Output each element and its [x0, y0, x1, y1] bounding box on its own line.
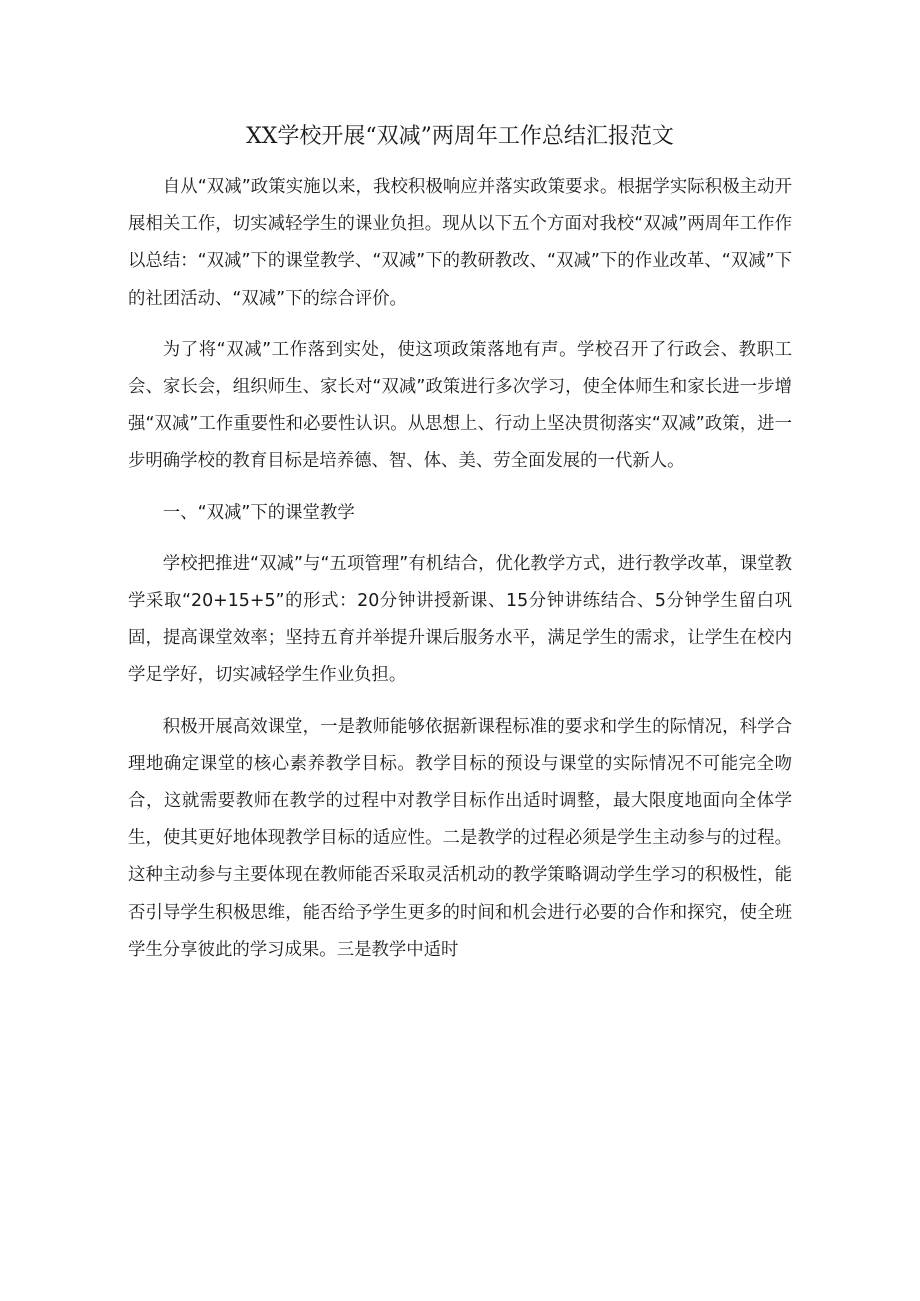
document-body: [128, 169, 792, 983]
intro-paragraph-2: 为了将“双减”工作落到实处，使这项政策落地有声。学校召开了行政会、教职工会、家长会，组织师生、家长对“双减”政策进行多次学习，使全体师生和家长进一步增强“双减”工作重要性和必要性认识。从思想上、行动上坚决贯彻落实“双减”政策，进一步明确学校的教育目标是培养德、智、体、美、劳全面发展的一代新人。: [128, 339, 792, 472]
section-heading-1: 一、“双减”下的课堂教学: [162, 502, 355, 523]
section1-paragraph-2: 积极开展高效课堂，一是教师能够依据新课程标准的要求和学生的际情况，科学合理地确定课堂的核心素养教学目标。教学目标的预设与课堂的实际情况不可能完全吻合，这就需要教师在教学的过程中对教学目标作出适时调整，最大限度地面向全体学生，使其更好地体现教学目标的适应性。二是教学的过程必须是学生主动参与的过程。这种主动参与主要体现在教师能否采取灵活机动的教学策略调动学生学习的积极性，能否引导学生积极思维，能否给予学生更多的时间和机会进行必要的合作和探究，使全班学生分享彼此的学习成果。三是教学中适时: [128, 716, 792, 960]
intro-paragraph-1: 自从“双减”政策实施以来，我校积极响应并落实政策要求。根据学实际积极主动开展相关工作，切实减轻学生的课业负担。现从以下五个方面对我校“双减”两周年工作作以总结：“双减”下的课堂教学、“双减”下的教研教改、“双减”下的作业改革、“双减”下的社团活动、“双减”下的综合评价。: [128, 177, 792, 309]
section1-paragraph-1: 学校把推进“双减”与“五项管理”有机结合，优化教学方式，进行教学改革，课堂教学采取“20+15+5”的形式：20分钟讲授新课、15分钟讲练结合、5分钟学生留白巩固，提高课堂效率；坚持五育并举提升课后服务水平，满足学生的需求，让学生在校内学足学好，切实减轻学生作业负担。: [128, 553, 792, 686]
document-title: XX学校开展“双减”两周年工作总结汇报范文: [246, 124, 674, 149]
